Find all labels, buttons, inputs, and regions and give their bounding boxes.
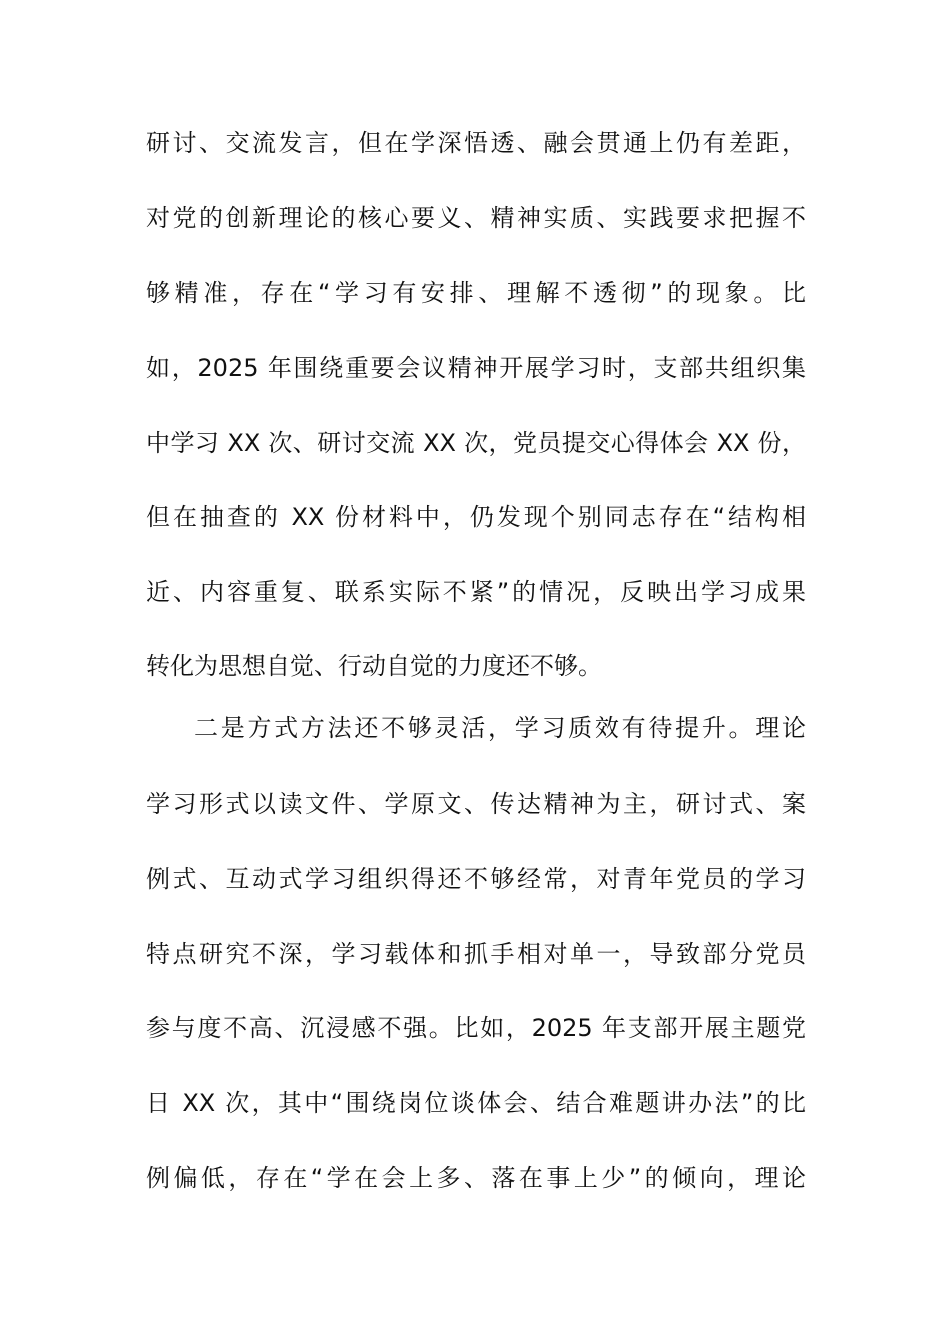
text-line: 例偏低，存在“学在会上多、落在事上少”的倾向，理论 — [146, 1164, 806, 1192]
text-line: 但在抽查的 XX 份材料中，仍发现个别同志存在“结构相 — [146, 503, 806, 531]
text-line: 学习形式以读文件、学原文、传达精神为主，研讨式、案 — [146, 790, 806, 818]
text-line: 参与度不高、沉浸感不强。比如，2025 年支部开展主题党 — [146, 1014, 806, 1042]
text-line: 中学习 XX 次、研讨交流 XX 次，党员提交心得体会 XX 份， — [146, 429, 806, 457]
text-line: 如，2025 年围绕重要会议精神开展学习时，支部共组织集 — [146, 354, 806, 382]
text-line: 近、内容重复、联系实际不紧”的情况，反映出学习成果 — [146, 578, 806, 606]
text-line: 对党的创新理论的核心要义、精神实质、实践要求把握不 — [146, 204, 806, 232]
text-line: 日 XX 次，其中“围绕岗位谈体会、结合难题讲办法”的比 — [146, 1089, 806, 1117]
text-line: 例式、互动式学习组织得还不够经常，对青年党员的学习 — [146, 865, 806, 893]
text-line: 研讨、交流发言，但在学深悟透、融会贯通上仍有差距， — [146, 129, 806, 157]
text-line: 特点研究不深，学习载体和抓手相对单一，导致部分党员 — [146, 940, 806, 968]
paragraph-first-line: 二是方式方法还不够灵活，学习质效有待提升。理论 — [194, 714, 806, 742]
text-line: 够精准，存在“学习有安排、理解不透彻”的现象。比 — [146, 279, 806, 307]
text-line: 转化为思想自觉、行动自觉的力度还不够。 — [146, 652, 602, 680]
